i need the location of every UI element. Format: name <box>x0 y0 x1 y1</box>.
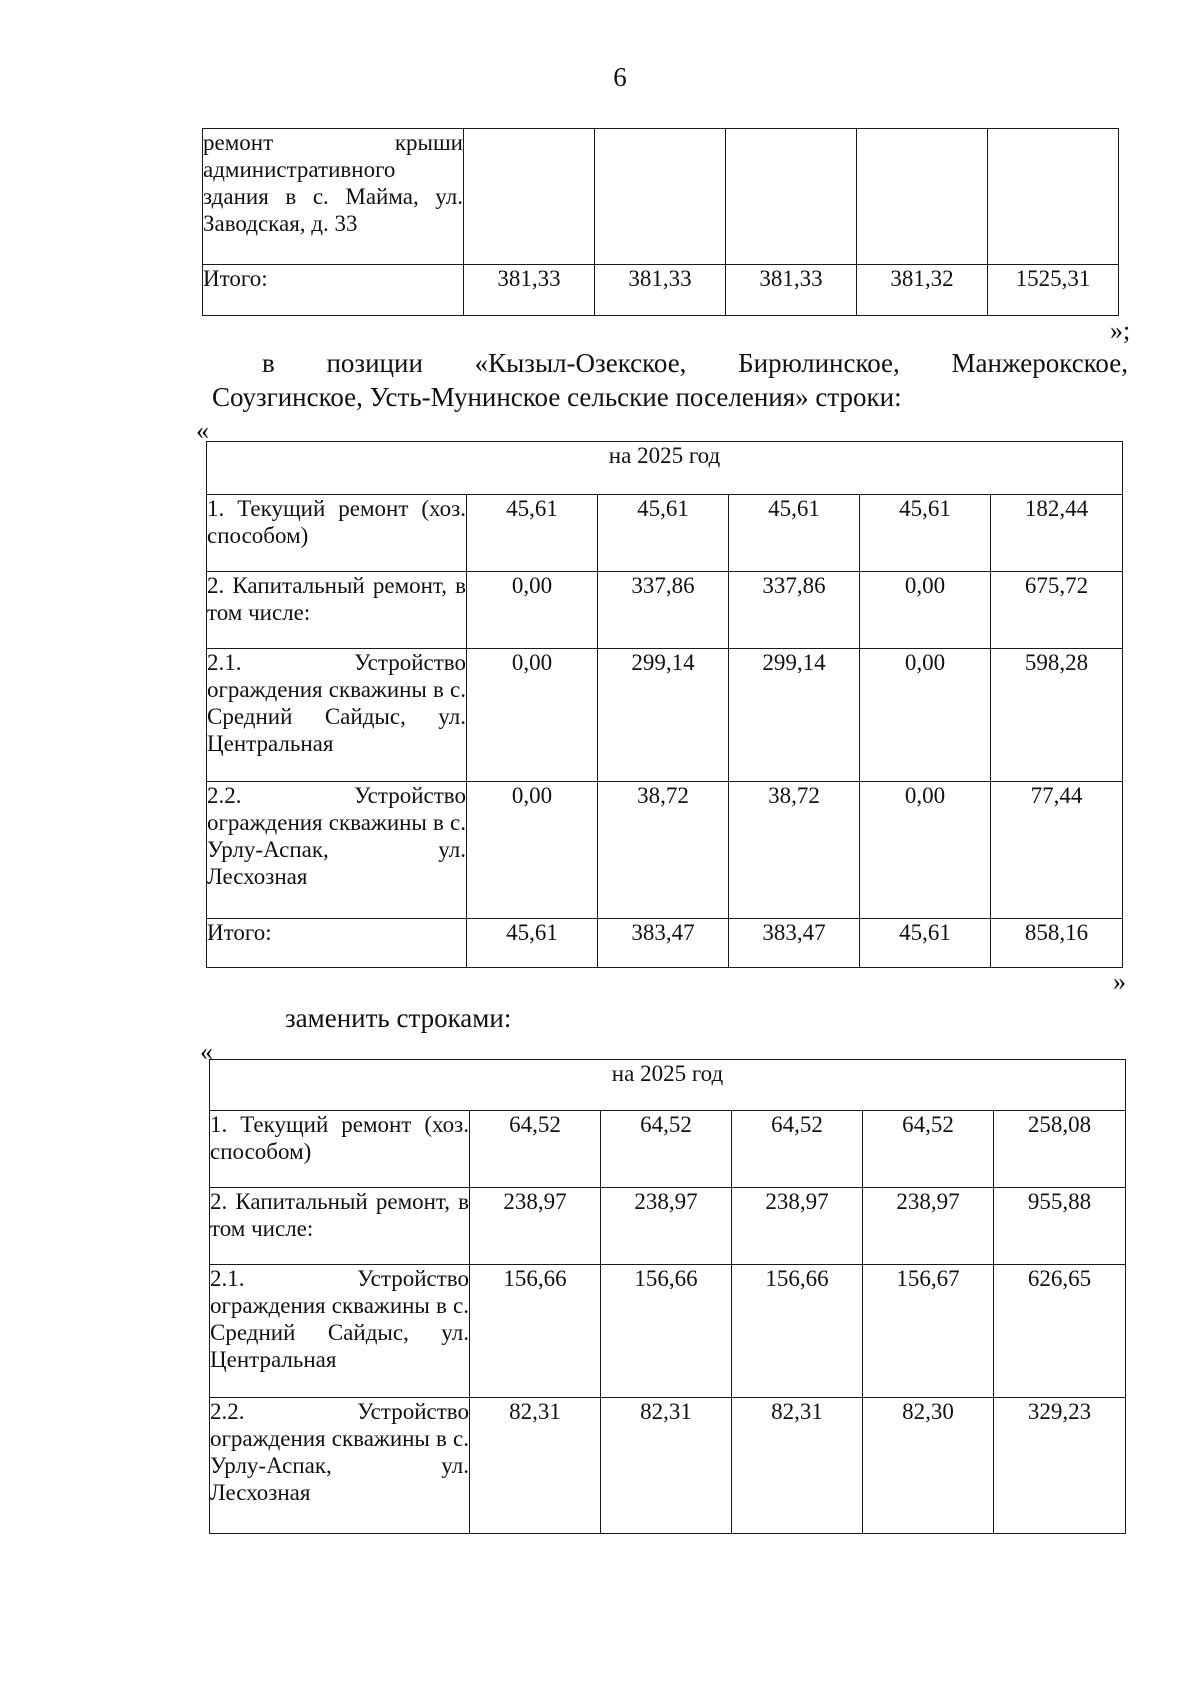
total-value: 381,32 <box>857 265 988 316</box>
row-label: 2.2. Устройство ограждения скважины в с. Урлу-Аспак, ул. Лесхозная <box>210 1398 470 1534</box>
total-label: Итого: <box>203 265 464 316</box>
row-label: 2.2. Устройство ограждения скважины в с. Урлу-Аспак, ул. Лесхозная <box>207 782 467 919</box>
total-value: 858,16 <box>991 919 1123 968</box>
table-total-row <box>207 919 1123 968</box>
table-row <box>207 782 1123 919</box>
table-row <box>207 649 1123 782</box>
row-value: 626,65 <box>994 1265 1126 1398</box>
row-label: 2. Капитальный ремонт, в том числе: <box>210 1188 470 1265</box>
row-value: 337,86 <box>729 572 860 649</box>
row-value <box>988 129 1119 265</box>
total-value: 383,47 <box>729 919 860 968</box>
table-row <box>210 1265 1126 1398</box>
table-row <box>207 495 1123 572</box>
row-value <box>464 129 595 265</box>
year-header: на 2025 год <box>210 1060 1126 1111</box>
row-value: 82,31 <box>470 1398 601 1534</box>
page-number: 6 <box>613 62 627 92</box>
row-value: 45,61 <box>467 495 598 572</box>
table-row <box>210 1111 1126 1188</box>
closing-quote: »; <box>1110 316 1131 345</box>
total-label: Итого: <box>207 919 467 968</box>
row-value <box>595 129 726 265</box>
row-value: 156,66 <box>601 1265 732 1398</box>
row-value: 299,14 <box>598 649 729 782</box>
table-row <box>210 1188 1126 1265</box>
row-value: 77,44 <box>991 782 1123 919</box>
row-label: 1. Текущий ремонт (хоз. способом) <box>210 1111 470 1188</box>
row-label: 2.1. Устройство ограждения скважины в с. Средний Сайдыс, ул. Центральная <box>207 649 467 782</box>
replace-instruction: заменить строками: <box>285 1003 512 1033</box>
row-value <box>726 129 857 265</box>
row-value: 156,67 <box>863 1265 994 1398</box>
row-label: 1. Текущий ремонт (хоз. способом) <box>207 495 467 572</box>
row-value: 0,00 <box>467 572 598 649</box>
row-value: 238,97 <box>732 1188 863 1265</box>
row-value: 258,08 <box>994 1111 1126 1188</box>
row-value: 64,52 <box>601 1111 732 1188</box>
row-value: 0,00 <box>467 782 598 919</box>
year-header-row <box>210 1060 1126 1111</box>
opening-quote: « <box>196 416 209 445</box>
closing-quote: » <box>1113 967 1126 996</box>
row-value: 64,52 <box>732 1111 863 1188</box>
table-old-rows <box>206 441 1123 968</box>
row-value: 182,44 <box>991 495 1123 572</box>
row-value: 38,72 <box>598 782 729 919</box>
total-value: 45,61 <box>467 919 598 968</box>
opening-quote: « <box>200 1037 213 1066</box>
row-value: 329,23 <box>994 1398 1126 1534</box>
total-value: 1525,31 <box>988 265 1119 316</box>
row-value: 0,00 <box>860 782 991 919</box>
table-row <box>203 129 1119 265</box>
row-value: 82,30 <box>863 1398 994 1534</box>
row-value: 0,00 <box>467 649 598 782</box>
row-value: 64,52 <box>470 1111 601 1188</box>
row-value: 38,72 <box>729 782 860 919</box>
year-header-row <box>207 442 1123 495</box>
row-value: 299,14 <box>729 649 860 782</box>
table-row <box>207 572 1123 649</box>
paragraph-position <box>212 346 1128 414</box>
total-value: 381,33 <box>595 265 726 316</box>
row-value <box>857 129 988 265</box>
row-label: 2. Капитальный ремонт, в том числе: <box>207 572 467 649</box>
row-value: 156,66 <box>732 1265 863 1398</box>
row-value: 955,88 <box>994 1188 1126 1265</box>
row-value: 45,61 <box>729 495 860 572</box>
paragraph-line: в позиции «Кызыл-Озекское, Бирюлинское, Манжерокское, <box>262 348 1128 378</box>
year-header: на 2025 год <box>207 442 1123 495</box>
row-value: 82,31 <box>732 1398 863 1534</box>
table-new-rows <box>209 1059 1126 1534</box>
row-value: 238,97 <box>601 1188 732 1265</box>
row-value: 0,00 <box>860 572 991 649</box>
paragraph-line: Соузгинское, Усть-Мунинское сельские поселения» строки: <box>212 382 902 412</box>
table-total-row <box>203 265 1119 316</box>
row-value: 598,28 <box>991 649 1123 782</box>
total-value: 381,33 <box>464 265 595 316</box>
row-value: 64,52 <box>863 1111 994 1188</box>
total-value: 381,33 <box>726 265 857 316</box>
total-value: 383,47 <box>598 919 729 968</box>
row-value: 238,97 <box>863 1188 994 1265</box>
table-top-continuation <box>202 128 1119 316</box>
row-value: 156,66 <box>470 1265 601 1398</box>
row-value: 45,61 <box>598 495 729 572</box>
table-row <box>210 1398 1126 1534</box>
row-value: 238,97 <box>470 1188 601 1265</box>
row-value: 675,72 <box>991 572 1123 649</box>
row-value: 45,61 <box>860 495 991 572</box>
row-value: 337,86 <box>598 572 729 649</box>
row-value: 82,31 <box>601 1398 732 1534</box>
row-value: 0,00 <box>860 649 991 782</box>
row-label: 2.1. Устройство ограждения скважины в с. Средний Сайдыс, ул. Центральная <box>210 1265 470 1398</box>
total-value: 45,61 <box>860 919 991 968</box>
row-label: ремонт крыши административного здания в с. Майма, ул. Заводская, д. 33 <box>203 129 464 265</box>
